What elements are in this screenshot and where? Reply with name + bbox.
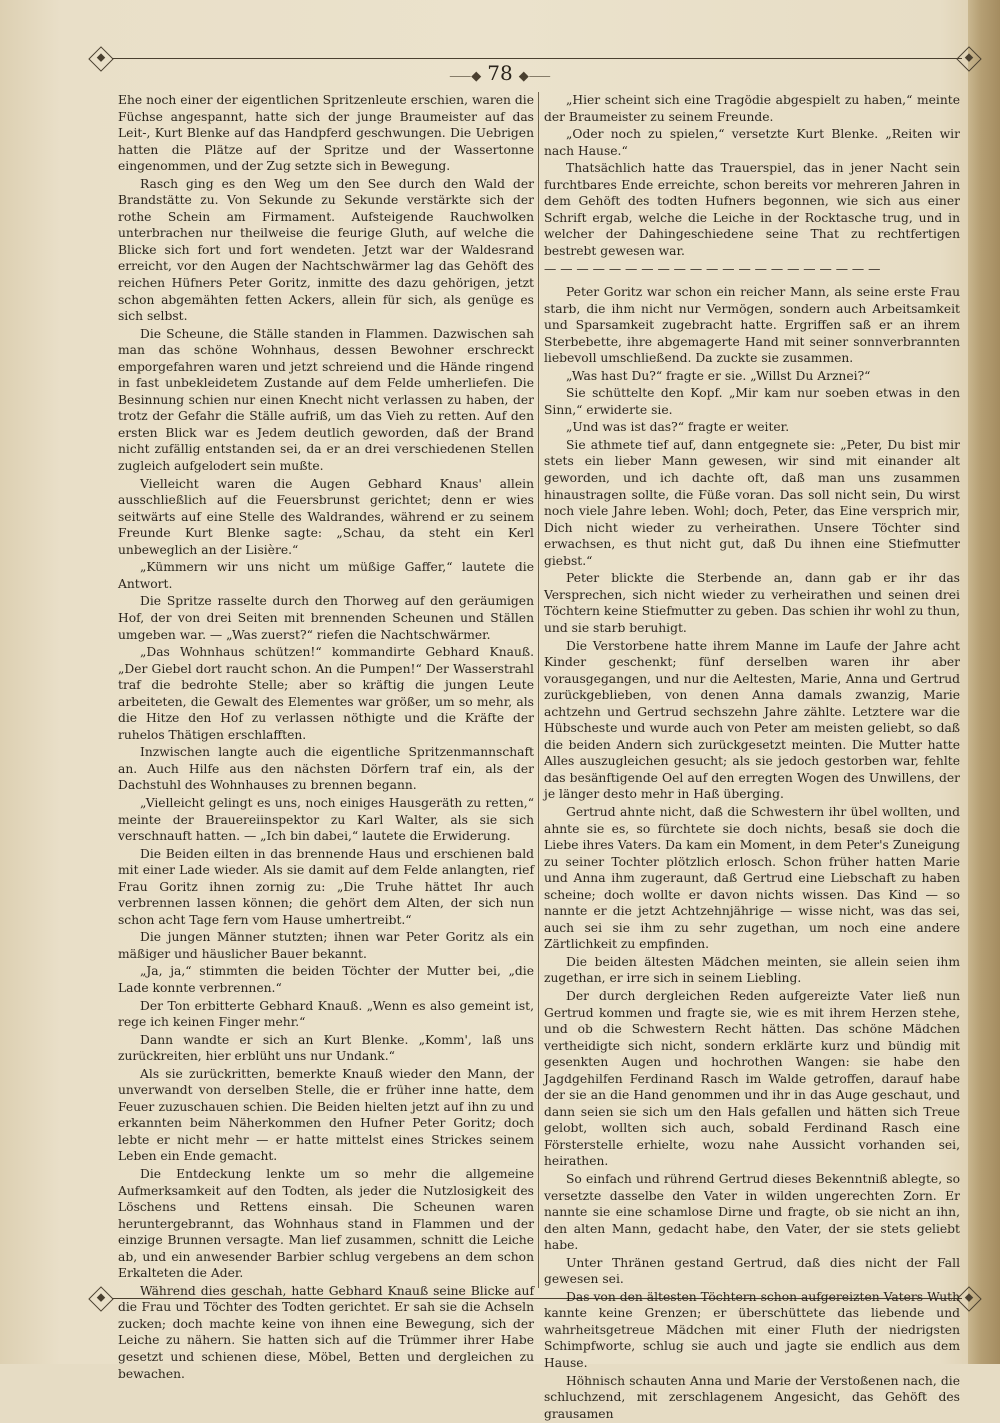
page-binding-edge (968, 0, 1000, 1364)
paragraph: „Das Wohnhaus schützen!“ kommandirte Gebhard Knauß. „Der Giebel dort raucht schon. An die Pumpen!“ Der Wasserstrahl traf die bedrohte Stelle; aber so kräftig die jungen Leute arbeiteten, die Gewalt des Elementes war größer, um so mehr, als die Hitze den Hof zu verlassen nöthigte und die Kräfte der ruhelos Thätigen erschlafften. (118, 645, 534, 742)
paragraph: „Oder noch zu spielen,“ versetzte Kurt Blenke. „Reiten wir nach Hause.“ (544, 127, 960, 158)
corner-ornament-top-left (88, 46, 113, 71)
page-number-text: 78 (487, 61, 513, 85)
paragraph: Die beiden ältesten Mädchen meinten, sie allein seien ihm zugethan, er irre sich in seinem Liebling. (544, 954, 960, 986)
paragraph: Der Ton erbitterte Gebhard Knauß. „Wenn es also gemeint ist, rege ich keinen Finger mehr.“ (118, 998, 534, 1030)
paragraph: Gertrud ahnte nicht, daß die Schwestern ihr übel wollten, und ahnte sie es, so fürchtete sie doch nichts, besaß sie doch die Liebe ihres Vaters. Da kam ein Moment, in dem Peter's Zuneigung zu seiner Tochter plötzlich erlosch. Schon früher hatten Marie und Anna ihm zugeraunt, daß Gertrud eine Liebschaft zu haben scheine; doch wollte er davon nichts wissen. Das Kind — so nannte er die jetzt Achtzehnjährige — wisse nicht, was das sei, auch sei sie ihm zu sehr zugethan, um noch eine andere Zärtlichkeit zu empfinden. (544, 804, 960, 952)
paragraph: Inzwischen langte auch die eigentliche Spritzenmannschaft an. Auch Hilfe aus den nächsten Dörfern traf ein, als der Dachstuhl des Wohnhauses zu brennen begann. (118, 745, 534, 793)
paragraph: „Was hast Du?“ fragte er sie. „Willst Du Arznei?“ (566, 368, 871, 383)
paragraph: Dann wandte er sich an Kurt Blenke. „Komm', laß uns zurückreiten, hier erblüht uns nur Undank.“ (118, 1032, 534, 1064)
paragraph: Rasch ging es den Weg um den See durch den Wald der Brandstätte zu. Von Sekunde zu Sekunde verstärkte sich der rothe Schein am Firmament. Aufsteigende Rauchwolken unterbrachen nur theilweise die feurige Gluth, auf welche die Blicke sich fort und fort wendeten. Jetzt war der Waldesrand erreicht, vor den Augen der Nachtschwärmer lag das Gehöft des reichen Hüfners Peter Goritz, inmitte des dazu gehörigen, jetzt schon abgemähten fetten Ackers, allein für sich, als genüge es sich selbst. (118, 176, 534, 324)
paragraph: Die Verstorbene hatte ihrem Manne im Laufe der Jahre acht Kinder geschenkt; fünf derselben waren ihr aber vorausgegangen, und nur die Aeltesten, Marie, Anna und Gertrud zurückgeblieben, von denen Anna damals zwanzig, Marie achtzehn und Gertrud sechszehn Jahre zählte. Letztere war die Hübscheste und wurde auch von Peter am meisten geliebt, so daß die beiden Andern sich zurückgesetzt meinten. Die Mutter hatte Alles auszugleichen gesucht; als sie jedoch gestorben war, fehlte das besänftigende Oel auf den erregten Wogen des Unwillens, der je länger desto mehr in Haß überging. (544, 638, 960, 802)
header-rule (112, 58, 962, 59)
paragraph: Sie athmete tief auf, dann entgegnete sie: „Peter, Du bist mir stets ein lieber Mann gewesen, wir sind mit einander alt geworden, und ich dachte oft, daß man uns zusammen hinaustragen sollte, die Füße voran. Das soll nicht sein, Du wirst noch viele Jahre leben. Wohl; doch, Peter, das Eine versprich mir, Dich nicht wieder zu verheirathen. Unsere Töchter sind erwachsen, es thut nicht gut, daß Du ihnen eine Stiefmutter giebst.“ (544, 437, 960, 568)
left-column (118, 92, 534, 1383)
paragraph: Der durch dergleichen Reden aufgereizte Vater ließ nun Gertrud kommen und fragte sie, wie es mit ihrem Herzen stehe, und ob die Schwestern Recht hätten. Das schöne Mädchen vertheidigte sich nicht, sondern erklärte kurz und bündig mit gesenkten Augen und hochrothen Wangen: sie habe den Jagdgehilfen Ferdinand Rasch im Walde getroffen, darauf habe der sie an die Hand genommen und ihr in das Auge geschaut, und dann seien sie sich um den Hals gefallen und hätten sich Treue gelobt, wollten sich auch, sobald Ferdinand Rasch eine Försterstelle erhielte, wozu nahe Aussicht vorhanden sei, heirathen. (544, 988, 960, 1169)
paragraph: So einfach und rührend Gertrud dieses Bekenntniß ablegte, so versetzte dasselbe den Vater in wilden ungerechten Zorn. Er nannte sie eine schamlose Dirne und fragte, ob sie nicht an ihn, den alten Mann, gedacht habe, den Vater, der sie stets geliebt habe. (544, 1172, 960, 1253)
paragraph: „Vielleicht gelingt es uns, noch einiges Hausgeräth zu retten,“ meinte der Brauereiinspektor zu Karl Walter, als sie sich verschnauft hatten. — „Ich bin dabei,“ lautete die Erwiderung. (118, 795, 534, 844)
flourish-right-icon: ◆⸺ (518, 69, 551, 84)
paragraph: Unter Thränen gestand Gertrud, daß dies nicht der Fall gewesen sei. (544, 1255, 960, 1287)
right-column (544, 92, 960, 1423)
column-divider (538, 92, 539, 1288)
paragraph: „Kümmern wir uns nicht um müßige Gaffer,“ lautete die Antwort. (118, 560, 534, 591)
paragraph: Die Beiden eilten in das brennende Haus und erschienen bald mit einer Lade wieder. Als sie damit auf dem Felde anlangten, rief Frau Goritz ihnen zornig zu: „Die Truhe hättet Ihr auch verbrennen lassen können; die gehört dem Alten, der sich nun schon acht Tage fern vom Hause umhertreibt.“ (118, 846, 534, 927)
paragraph: Während dies geschah, hatte Gebhard Knauß seine Blicke auf die Frau und Töchter des Todten gerichtet. Er sah sie die Achseln zucken; doch machte keine von ihnen eine Bewegung, sich der Leiche zu nähern. Sie hatten sich auf die Trümmer ihrer Habe gesetzt und schienen diese, Möbel, Betten und dergleichen zu bewachen. (118, 1283, 534, 1381)
paragraph: Die Spritze rasselte durch den Thorweg auf den geräumigen Hof, der von drei Seiten mit brennenden Scheunen und Ställen umgeben war. — „Was zuerst?“ riefen die Nachtschwärmer. (118, 594, 534, 642)
corner-ornament-bottom-left (88, 1286, 113, 1311)
paragraph: „Ja, ja,“ stimmten die beiden Töchter der Mutter bei, „die Lade konnte verbrennen.“ (118, 964, 534, 995)
paragraph: Sie schüttelte den Kopf. „Mir kam nur soeben etwas in den Sinn,“ erwiderte sie. (544, 386, 960, 417)
paragraph: Die Entdeckung lenkte um so mehr die allgemeine Aufmerksamkeit auf den Todten, als jeder die Nutzlosigkeit des Löschens und Rettens einsah. Die Scheunen waren heruntergebrannt, das Wohnhaus stand in Flammen und der einzige Brunnen versagte. Man lief zusammen, schnitt die Leiche ab, und ein anwesender Barbier schlug vergebens an dem schon Erkalteten die Ader. (118, 1167, 534, 1281)
flourish-left-icon: ⸺◆ (449, 69, 482, 84)
paragraph: Die jungen Männer stutzten; ihnen war Peter Goritz als ein mäßiger und häuslicher Bauer bekannt. (118, 930, 534, 961)
section-separator: — — — — — — — — — — — — — — — — — — — — — (544, 262, 881, 277)
paragraph: Peter blickte die Sterbende an, dann gab er ihr das Versprechen, sich nicht wieder zu verheirathen und seinen drei Töchtern keine Stiefmutter zu geben. Das schien ihr wohl zu thun, und sie starb beruhigt. (544, 571, 960, 635)
paragraph: Peter Goritz war schon ein reicher Mann, als seine erste Frau starb, die ihm nicht nur Vermögen, sondern auch Arbeitsamkeit und Sparsamkeit zugebracht hatte. Ergriffen saß er an ihrem Sterbebette, ihre abgemagerte Hand mit seiner sonnverbrannten liebevoll umschließend. Da zuckte sie zusammen. (544, 285, 960, 366)
paragraph: Als sie zurückritten, bemerkte Knauß wieder den Mann, der unverwandt von derselben Stelle, die er früher inne hatte, dem Feuer zuzuschauen schien. Die Beiden hielten jetzt auf ihn zu und erkannten beim Näherkommen den Hufner Peter Goritz; doch lebte er nicht mehr — er hatte mittelst eines Strickes seinem Leben ein Ende gemacht. (118, 1066, 534, 1164)
paragraph: Vielleicht waren die Augen Gebhard Knaus' allein ausschließlich auf die Feuersbrunst gerichtet; denn er wies seitwärts auf eine Stelle des Waldrandes, während er zu seinem Freunde Kurt Blenke sagte: „Schau, da steht ein Kerl unbeweglich an der Lisière.“ (118, 476, 534, 557)
paragraph: Ehe noch einer der eigentlichen Spritzenleute erschien, waren die Füchse angespannt, hatte sich der junge Braumeister auf das Leit-, Kurt Blenke auf das Handpferd geschwungen. Die Uebrigen hatten die Plätze auf der Spritze und der Wassertonne eingenommen, und der Zug setzte sich in Bewegung. (118, 93, 534, 174)
paragraph: Höhnisch schauten Anna und Marie der Verstoßenen nach, die schluchzend, mit zerschlagenem Angesicht, das Gehöft des grausamen (544, 1373, 960, 1421)
paragraph: Das von den ältesten Töchtern schon aufgereizten Vaters Wuth kannte keine Grenzen; er überschüttete das liebende und wahrheitsgetreue Mädchen mit einer Fluth der niedrigsten Schimpfworte, schlug sie auch und jagte sie endlich aus dem Hause. (544, 1289, 960, 1371)
paragraph: „Und was ist das?“ fragte er weiter. (566, 420, 790, 435)
paragraph: Die Scheune, die Ställe standen in Flammen. Dazwischen sah man das schöne Wohnhaus, dessen Bewohner erschreckt emporgefahren waren und jetzt schreiend und die Hände ringend in fast unbekleidetem Zustande auf dem Felde umherliefen. Die Besinnung schien nur einen Knecht nicht verlassen zu haben, der trotz der Gefahr die Ställe aufriß, um das Vieh zu retten. Auf den ersten Blick war es Jedem deutlich geworden, daß der Brand nicht zufällig entstanden sei, da er an drei verschiedenen Stellen zugleich aufgelodert sein mußte. (118, 326, 534, 474)
paragraph: „Hier scheint sich eine Tragödie abgespielt zu haben,“ meinte der Braumeister zu seinem Freunde. (544, 93, 960, 124)
page-number (440, 60, 560, 90)
paragraph: Thatsächlich hatte das Trauerspiel, das in jener Nacht sein furchtbares Ende erreichte, schon bereits vor mehreren Jahren in dem Gehöft des todten Hufners begonnen, wie sich aus einer Schrift ergab, welche die Leiche in der Rocktasche trug, und in welcher der Dahingeschiedene seine That zu rechtfertigen bestrebt gewesen war. (544, 161, 960, 258)
